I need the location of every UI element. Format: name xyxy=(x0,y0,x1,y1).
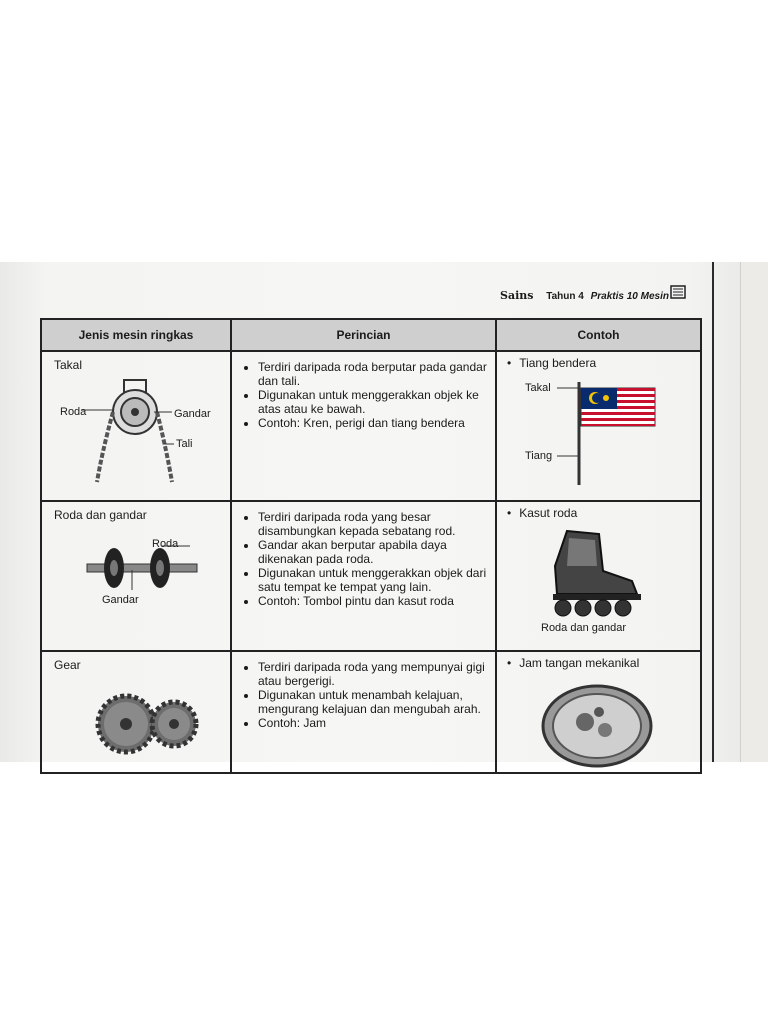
table-row xyxy=(41,651,701,773)
label-roda: Roda xyxy=(152,538,179,550)
example-label: • Jam tangan mekanikal xyxy=(507,656,639,670)
details-cell xyxy=(231,351,496,501)
book-icon xyxy=(670,285,686,299)
next-page-edge xyxy=(740,262,768,762)
example-cell xyxy=(496,351,701,501)
column-header: Jenis mesin ringkas xyxy=(41,319,231,351)
details-list xyxy=(232,502,495,608)
example-cell xyxy=(496,651,701,773)
detail-item: • Terdiri daripada roda berputar pada gandar dan tali. xyxy=(258,360,487,388)
roller-skate-illustration xyxy=(537,526,657,621)
column-header: Contoh xyxy=(496,319,701,351)
table-row xyxy=(41,501,701,651)
detail-item: • Gandar akan berputar apabila daya dikenakan pada roda. xyxy=(258,538,487,566)
machine-name: Gear xyxy=(54,658,81,672)
detail-item: • Terdiri daripada roda yang besar disambungkan kepada sebatang rod. xyxy=(258,510,487,538)
machine-cell xyxy=(41,651,231,773)
label-tiang: Tiang xyxy=(525,450,553,462)
year-label: Tahun 4 xyxy=(546,291,584,302)
details-cell xyxy=(231,651,496,773)
label-gandar: Gandar xyxy=(174,408,211,420)
details-cell xyxy=(231,501,496,651)
label-roda: Roda xyxy=(60,406,87,418)
machine-cell xyxy=(41,351,231,501)
table-header-row xyxy=(41,319,701,351)
example-label: • Tiang bendera xyxy=(507,356,596,370)
detail-item: • Contoh: Tombol pintu dan kasut roda xyxy=(258,594,487,608)
wheel-and-axle-illustration xyxy=(72,528,222,608)
mechanical-watch-icon xyxy=(537,678,657,768)
label-tali: Tali xyxy=(176,438,193,450)
machine-name: Roda dan gandar xyxy=(54,508,147,522)
machine-cell xyxy=(41,501,231,651)
practice-label: Praktis 10 Mesin xyxy=(590,291,669,302)
detail-item: • Contoh: Jam xyxy=(258,716,487,730)
simple-machines-table xyxy=(40,318,702,774)
details-list xyxy=(232,352,495,430)
example-label: • Kasut roda xyxy=(507,506,577,520)
detail-item: • Digunakan untuk menggerakkan objek dari satu tempat ke tempat yang lain. xyxy=(258,566,487,594)
pulley-illustration xyxy=(52,372,222,497)
column-header: Perincian xyxy=(231,319,496,351)
detail-item: • Contoh: Kren, perigi dan tiang bendera xyxy=(258,416,487,430)
label-gandar: Gandar xyxy=(102,594,139,606)
label-roda-dan-gandar: Roda dan gandar xyxy=(541,622,627,634)
gear-icon xyxy=(88,682,208,762)
subject-label: Sains xyxy=(500,289,534,302)
detail-item: • Terdiri daripada roda yang mempunyai gigi atau bergerigi. xyxy=(258,660,487,688)
detail-item: • Digunakan untuk menggerakkan objek ke atas atau ke bawah. xyxy=(258,388,487,416)
table-row xyxy=(41,351,701,501)
page-border xyxy=(712,262,714,762)
detail-item: • Digunakan untuk menambah kelajuan, mengurang kelajuan dan mengubah arah. xyxy=(258,688,487,716)
example-cell xyxy=(496,501,701,651)
label-takal: Takal xyxy=(525,382,551,394)
page-header xyxy=(500,289,669,302)
machine-name: Takal xyxy=(54,358,83,372)
flagpole-illustration xyxy=(517,380,687,490)
details-list xyxy=(232,652,495,730)
malaysia-flag-icon xyxy=(581,388,655,426)
